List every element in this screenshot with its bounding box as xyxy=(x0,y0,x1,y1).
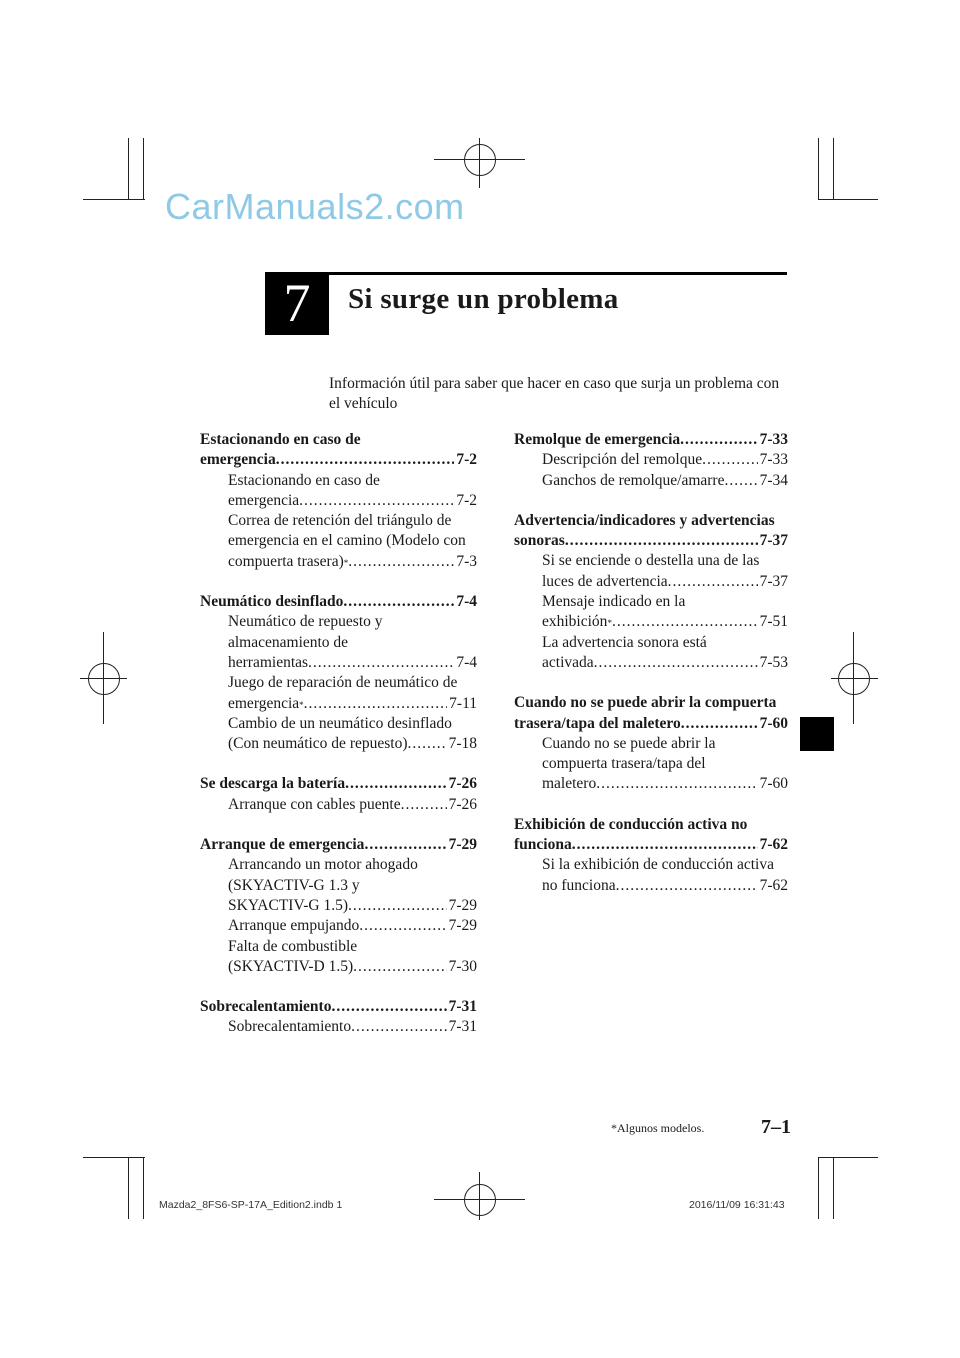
toc-entry[interactable] xyxy=(200,916,477,936)
entry-line: Mensaje indicado en la xyxy=(542,593,686,611)
dot-leader xyxy=(565,531,758,551)
entry-leader-text: activada xyxy=(542,653,594,671)
chapter-rule xyxy=(329,272,787,275)
entry-line: Si la exhibición de conducción activa xyxy=(542,856,774,874)
entry-leader-text: (SKYACTIV-D 1.5) xyxy=(228,957,354,975)
toc-entry[interactable] xyxy=(514,734,788,795)
section-entry-text: funciona xyxy=(514,836,572,854)
entry-leader xyxy=(228,1017,477,1037)
section-entry[interactable] xyxy=(200,450,477,470)
entry-leader-text: (Con neumático de repuesto) xyxy=(228,735,408,753)
entry-line: Estacionando en caso de xyxy=(228,471,380,489)
section-entry-text: Se descarga la batería xyxy=(200,775,346,793)
toc-section-title[interactable] xyxy=(200,774,477,794)
entry-line: Cuando no se puede abrir la xyxy=(542,734,716,752)
entry-line: La advertencia sonora está xyxy=(542,633,707,651)
dot-leader xyxy=(401,795,447,815)
entry-line: compuerta trasera/tapa del xyxy=(542,755,706,773)
section-entry-text: sonoras xyxy=(514,532,565,550)
chapter-number: 7 xyxy=(265,272,329,335)
footer-timestamp: 2016/11/09 16:31:43 xyxy=(689,1199,785,1211)
entry-leader: compuerta trasera) * ..... 7-3 xyxy=(228,552,477,572)
entry-line: emergencia en el camino (Modelo con xyxy=(228,532,466,550)
page-ref: 7-60 xyxy=(759,775,788,793)
page-ref: 7-18 xyxy=(448,735,477,753)
entry-line: Correa de retención del triángulo de xyxy=(228,512,452,530)
page-ref: 7-37 xyxy=(759,532,788,550)
page-ref: 7-33 xyxy=(759,451,788,469)
page-ref: 7-60 xyxy=(759,714,788,732)
toc-column-right xyxy=(514,430,788,916)
entry-leader xyxy=(228,916,477,936)
dot-leader xyxy=(304,694,448,714)
page-ref: 7-29 xyxy=(448,896,477,914)
chapter-title: Si surge un problema xyxy=(348,283,619,315)
toc-section xyxy=(200,997,477,1038)
dot-leader xyxy=(702,450,757,470)
entry-leader xyxy=(542,876,788,896)
dot-leader xyxy=(594,653,758,673)
toc-entry[interactable] xyxy=(514,450,788,470)
toc-entry[interactable] xyxy=(514,471,788,491)
page-ref: 7-26 xyxy=(448,795,477,813)
dot-leader xyxy=(348,896,447,916)
toc-entry[interactable] xyxy=(514,551,788,592)
section-entry-text: emergencia xyxy=(200,451,276,469)
toc-section-title[interactable] xyxy=(514,430,788,450)
entry-leader xyxy=(542,653,788,673)
page-ref: 7-33 xyxy=(759,431,788,448)
chapter-thumb-tab xyxy=(800,717,834,751)
dot-leader xyxy=(681,714,758,734)
toc-section-title[interactable] xyxy=(514,815,788,856)
title-line: Exhibición de conducción activa no xyxy=(514,815,748,833)
section-entry[interactable] xyxy=(514,430,788,450)
page-ref: 7-29 xyxy=(448,836,477,854)
entry-leader xyxy=(542,450,788,470)
toc-section-title[interactable] xyxy=(514,693,788,734)
dot-leader xyxy=(359,916,446,936)
entry-line: Arrancando un motor ahogado xyxy=(228,856,418,874)
entry-leader-text: Ganchos de remolque/amarre xyxy=(542,471,725,489)
page-ref: 7-37 xyxy=(759,572,788,590)
page-ref: 7-31 xyxy=(448,998,477,1016)
entry-leader xyxy=(228,795,477,815)
section-entry-text: Arranque de emergencia xyxy=(200,836,365,854)
entry-leader-text: maletero xyxy=(542,775,597,793)
dot-leader xyxy=(724,471,757,491)
dot-leader xyxy=(572,835,758,855)
entry-leader-text: Sobrecalentamiento xyxy=(228,1018,352,1036)
entry-leader xyxy=(228,491,477,511)
entry-leader-text: Descripción del remolque xyxy=(542,451,703,469)
section-entry[interactable] xyxy=(200,774,477,794)
dot-leader xyxy=(616,876,758,896)
toc-section xyxy=(514,430,788,491)
entry-line: (SKYACTIV-G 1.3 y xyxy=(228,876,360,894)
toc-section xyxy=(514,693,788,794)
entry-line: Si se enciende o destella una de las xyxy=(542,552,760,570)
toc-section xyxy=(514,511,788,673)
entry-leader-text: emergencia xyxy=(228,694,300,712)
entry-leader xyxy=(228,896,477,916)
page-number: 7–1 xyxy=(761,1116,791,1138)
toc-section xyxy=(200,430,477,572)
watermark-logo: CarManuals2.com xyxy=(165,186,465,227)
entry-leader-text: SKYACTIV-G 1.5) xyxy=(228,896,348,914)
page-ref: 7-11 xyxy=(449,694,477,712)
section-entry[interactable] xyxy=(200,835,477,855)
entry-line: Juego de reparación de neumático de xyxy=(228,674,458,692)
entry-leader xyxy=(228,957,477,977)
entry-leader xyxy=(228,734,477,754)
toc-section xyxy=(200,592,477,754)
page-ref: 7-31 xyxy=(448,1018,477,1036)
page-ref: 7-4 xyxy=(456,653,477,671)
entry-leader: emergencia * ..... 7-11 xyxy=(228,694,477,714)
page-ref: 7-26 xyxy=(448,775,477,793)
title-line: Advertencia/indicadores y advertencias xyxy=(514,511,775,529)
toc-section-title[interactable] xyxy=(514,511,788,552)
page-ref: 7-34 xyxy=(759,471,788,489)
toc-entry[interactable] xyxy=(514,855,788,896)
entry-leader-text: exhibición xyxy=(542,613,608,631)
entry-leader-text: compuerta trasera) xyxy=(228,552,344,570)
dot-leader xyxy=(596,774,757,794)
section-entry[interactable] xyxy=(200,997,477,1017)
toc-section xyxy=(200,835,477,977)
dot-leader xyxy=(680,430,757,450)
page-ref: 7-3 xyxy=(456,552,477,570)
toc-entry[interactable] xyxy=(200,511,477,572)
page-ref: 7-4 xyxy=(456,593,477,611)
page-ref: 7-62 xyxy=(759,876,788,894)
section-entry[interactable] xyxy=(200,592,477,612)
page-ref: 7-51 xyxy=(759,613,788,631)
toc-entry[interactable] xyxy=(200,795,477,815)
page-ref: 7-53 xyxy=(759,653,788,671)
entry-line: almacenamiento de xyxy=(228,633,349,651)
dot-leader xyxy=(351,1017,446,1037)
toc-column-left xyxy=(200,430,477,1058)
entry-line: Neumático de repuesto y xyxy=(228,613,383,631)
dot-leader xyxy=(348,552,454,572)
toc-entry[interactable] xyxy=(200,855,477,916)
entry-leader-text: Arranque empujando xyxy=(228,917,360,935)
toc-section-title[interactable] xyxy=(200,592,477,612)
page-ref: 7-29 xyxy=(448,917,477,935)
section-entry-text: trasera/tapa del maletero xyxy=(514,714,681,732)
toc-section xyxy=(514,815,788,896)
chapter-intro: Información útil para saber que hacer en caso que surja un problema con el vehículo xyxy=(329,375,780,412)
toc-entry[interactable] xyxy=(200,714,477,755)
entry-line: Cambio de un neumático desinflado xyxy=(228,714,452,732)
toc-section xyxy=(200,774,477,815)
entry-leader xyxy=(228,653,477,673)
dot-leader xyxy=(407,734,446,754)
toc-entry[interactable] xyxy=(200,471,477,512)
toc-entry[interactable] xyxy=(200,673,477,714)
dot-leader xyxy=(364,835,446,855)
section-entry[interactable] xyxy=(514,714,788,734)
dot-leader xyxy=(612,612,758,632)
toc-section-title[interactable] xyxy=(200,997,477,1017)
toc-entry[interactable] xyxy=(514,592,788,633)
dot-leader xyxy=(353,957,446,977)
section-entry-text: Sobrecalentamiento xyxy=(200,998,332,1016)
footer-file: Mazda2_8FS6-SP-17A_Edition2.indb 1 xyxy=(159,1199,343,1211)
toc-entry[interactable] xyxy=(200,1017,477,1037)
toc-section-title[interactable] xyxy=(200,835,477,855)
section-entry-text: Remolque de emergencia xyxy=(514,431,681,448)
toc-section-title[interactable] xyxy=(200,430,477,471)
page-ref: 7-2 xyxy=(456,451,477,469)
section-entry-text: Neumático desinflado xyxy=(200,593,344,611)
toc-entry[interactable] xyxy=(514,633,788,674)
entry-leader-text: Arranque con cables puente xyxy=(228,795,401,813)
dot-leader xyxy=(345,774,447,794)
section-entry[interactable] xyxy=(514,835,788,855)
page-ref: 7-2 xyxy=(456,491,477,509)
entry-leader-text: luces de advertencia xyxy=(542,572,668,590)
toc-entry[interactable] xyxy=(200,937,477,978)
dot-leader xyxy=(276,450,455,470)
entry-leader xyxy=(542,774,788,794)
dot-leader xyxy=(331,997,446,1017)
entry-leader-text: no funciona xyxy=(542,876,616,894)
entry-leader: exhibición * ..... 7-51 xyxy=(542,612,788,632)
dot-leader xyxy=(299,491,454,511)
footnote: *Algunos modelos. xyxy=(611,1121,705,1135)
dot-leader xyxy=(308,653,454,673)
title-line: Estacionando en caso de xyxy=(200,431,361,448)
entry-leader xyxy=(542,572,788,592)
entry-line: Falta de combustible xyxy=(228,937,358,955)
toc-entry[interactable] xyxy=(200,612,477,673)
entry-leader xyxy=(542,471,788,491)
section-entry[interactable] xyxy=(514,531,788,551)
entry-leader-text: herramientas xyxy=(228,653,309,671)
page-ref: 7-30 xyxy=(448,957,477,975)
entry-leader-text: emergencia xyxy=(228,491,300,509)
dot-leader xyxy=(343,592,454,612)
dot-leader xyxy=(668,572,758,592)
page-ref: 7-62 xyxy=(759,836,788,854)
title-line: Cuando no se puede abrir la compuerta xyxy=(514,694,777,712)
